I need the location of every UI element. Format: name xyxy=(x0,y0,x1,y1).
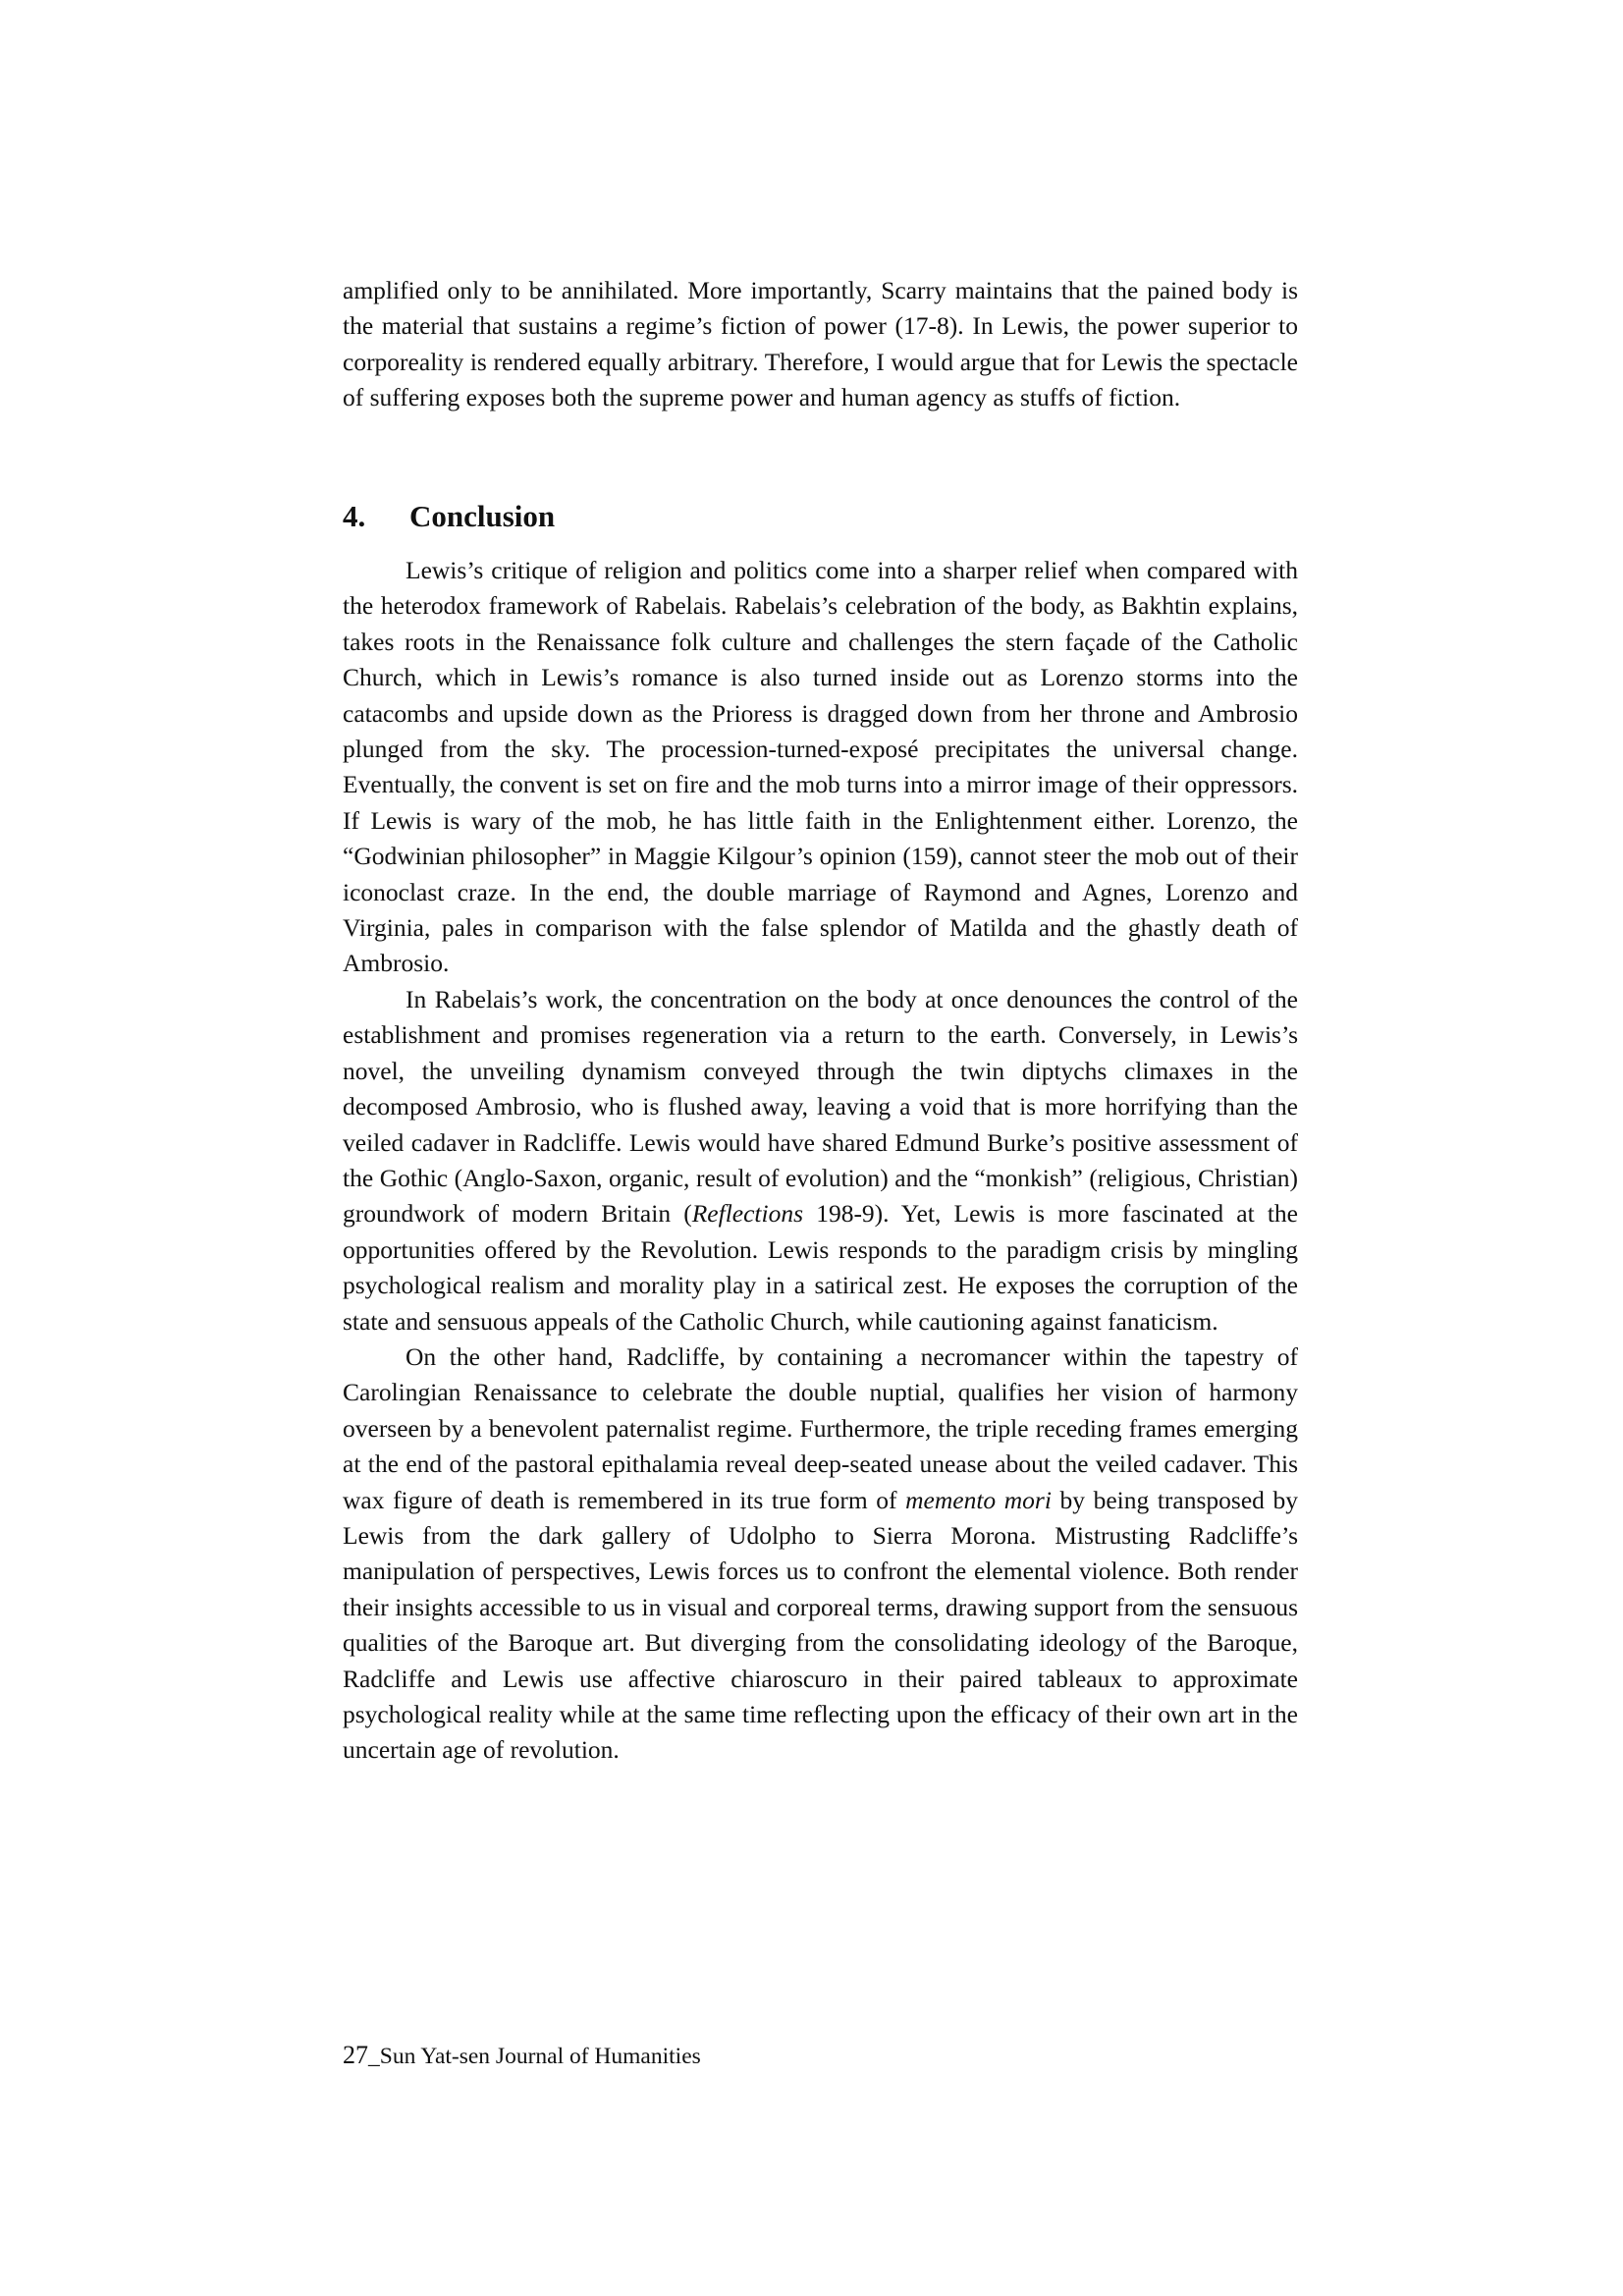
section-number: 4. xyxy=(343,499,366,533)
paragraph-2-text-after: 198-9). Yet, Lewis is more fascinated at the opportunities offered by the Revolution. Lewis responds to the paradigm crisis by mingling psychological realism and morality play in a satirical zest. He exposes the corruption of the state and sensuous appeals of the Catholic Church, while cautioning against fanaticism. xyxy=(343,1199,1298,1336)
paragraph-3-text-before: On the other hand, Radcliffe, by containing a necromancer within the tapestry of Carolingian Renaissance to celebrate the double nuptial, qualifies her vision of harmony overseen by a benevolent paternalist regime. Furthermore, the triple receding frames emerging at the end of the pastoral epithalamia reveal deep-seated unease about the veiled cadaver. This wax figure of death is remembered in its true form of xyxy=(343,1341,1298,1514)
continued-paragraph-block xyxy=(343,273,1298,416)
conclusion-paragraph-3 xyxy=(343,1339,1298,1769)
memento-mori-phrase: memento mori xyxy=(905,1485,1052,1514)
paragraph-3-text-after: by being transposed by Lewis from the dark gallery of Udolpho to Sierra Morona. Mistrusting Radcliffe’s manipulation of perspectives, Lewis forces us to confront the elemental violence. Both render their insights accessible to us in visual and corporeal terms, drawing support from the sensuous qualities of the Baroque art. But diverging from the consolidating ideology of the Baroque, Radcliffe and Lewis use affective chiaroscuro in their paired tableaux to approximate psychological reality while at the same time reflecting upon the efficacy of their own art in the uncertain age of revolution. xyxy=(343,1485,1298,1765)
reflections-title: Reflections xyxy=(691,1199,804,1229)
conclusion-paragraph-1: Lewis’s critique of religion and politics come into a sharper relief when compared with the heterodox framework of Rabelais. Rabelais’s celebration of the body, as Bakhtin explains, takes roots in the Renaissance folk culture and challenges the stern façade of the Catholic Church, which in Lewis’s romance is also turned inside out as Lorenzo storms into the catacombs and upside down as the Prioress is dragged down from her throne and Ambrosio plunged from the sky. The procession-turned-exposé precipitates the universal change. Eventually, the convent is set on fire and the mob turns into a mirror image of their oppressors. If Lewis is wary of the mob, he has little faith in the Enlightenment either. Lorenzo, the “Godwinian philosopher” in Maggie Kilgour’s opinion (159), cannot steer the mob out of their iconoclast craze. In the end, the double marriage of Raymond and Agnes, Lorenzo and Virginia, pales in comparison with the false splendor of Matilda and the ghastly death of Ambrosio. xyxy=(343,556,1298,978)
section-title: Conclusion xyxy=(409,499,556,533)
page-number: 27 xyxy=(343,2041,368,2069)
page-footer xyxy=(343,2041,701,2071)
journal-name: _Sun Yat-sen Journal of Humanities xyxy=(368,2044,701,2069)
section-heading xyxy=(343,497,555,536)
conclusion-body xyxy=(343,553,1298,1769)
conclusion-paragraph-2 xyxy=(343,982,1298,1339)
paragraph-2-text-before: In Rabelais’s work, the concentration on the body at once denounces the control of the establishment and promises regeneration via a return to the earth. Conversely, in Lewis’s novel, the unveiling dynamism conveyed through the twin diptychs climaxes in the decomposed Ambrosio, who is flushed away, leaving a void that is more horrifying than the veiled cadaver in Radcliffe. Lewis would have shared Edmund Burke’s positive assessment of the Gothic (Anglo-Saxon, organic, result of evolution) and the “monkish” (religious, Christian) groundwork of modern Britain ( xyxy=(343,984,1298,1229)
continued-paragraph: amplified only to be annihilated. More importantly, Scarry maintains that the pained body is the material that sustains a regime’s fiction of power (17-8). In Lewis, the power superior to corporeality is rendered equally arbitrary. Therefore, I would argue that for Lewis the spectacle of suffering exposes both the supreme power and human agency as stuffs of fiction. xyxy=(343,276,1298,412)
